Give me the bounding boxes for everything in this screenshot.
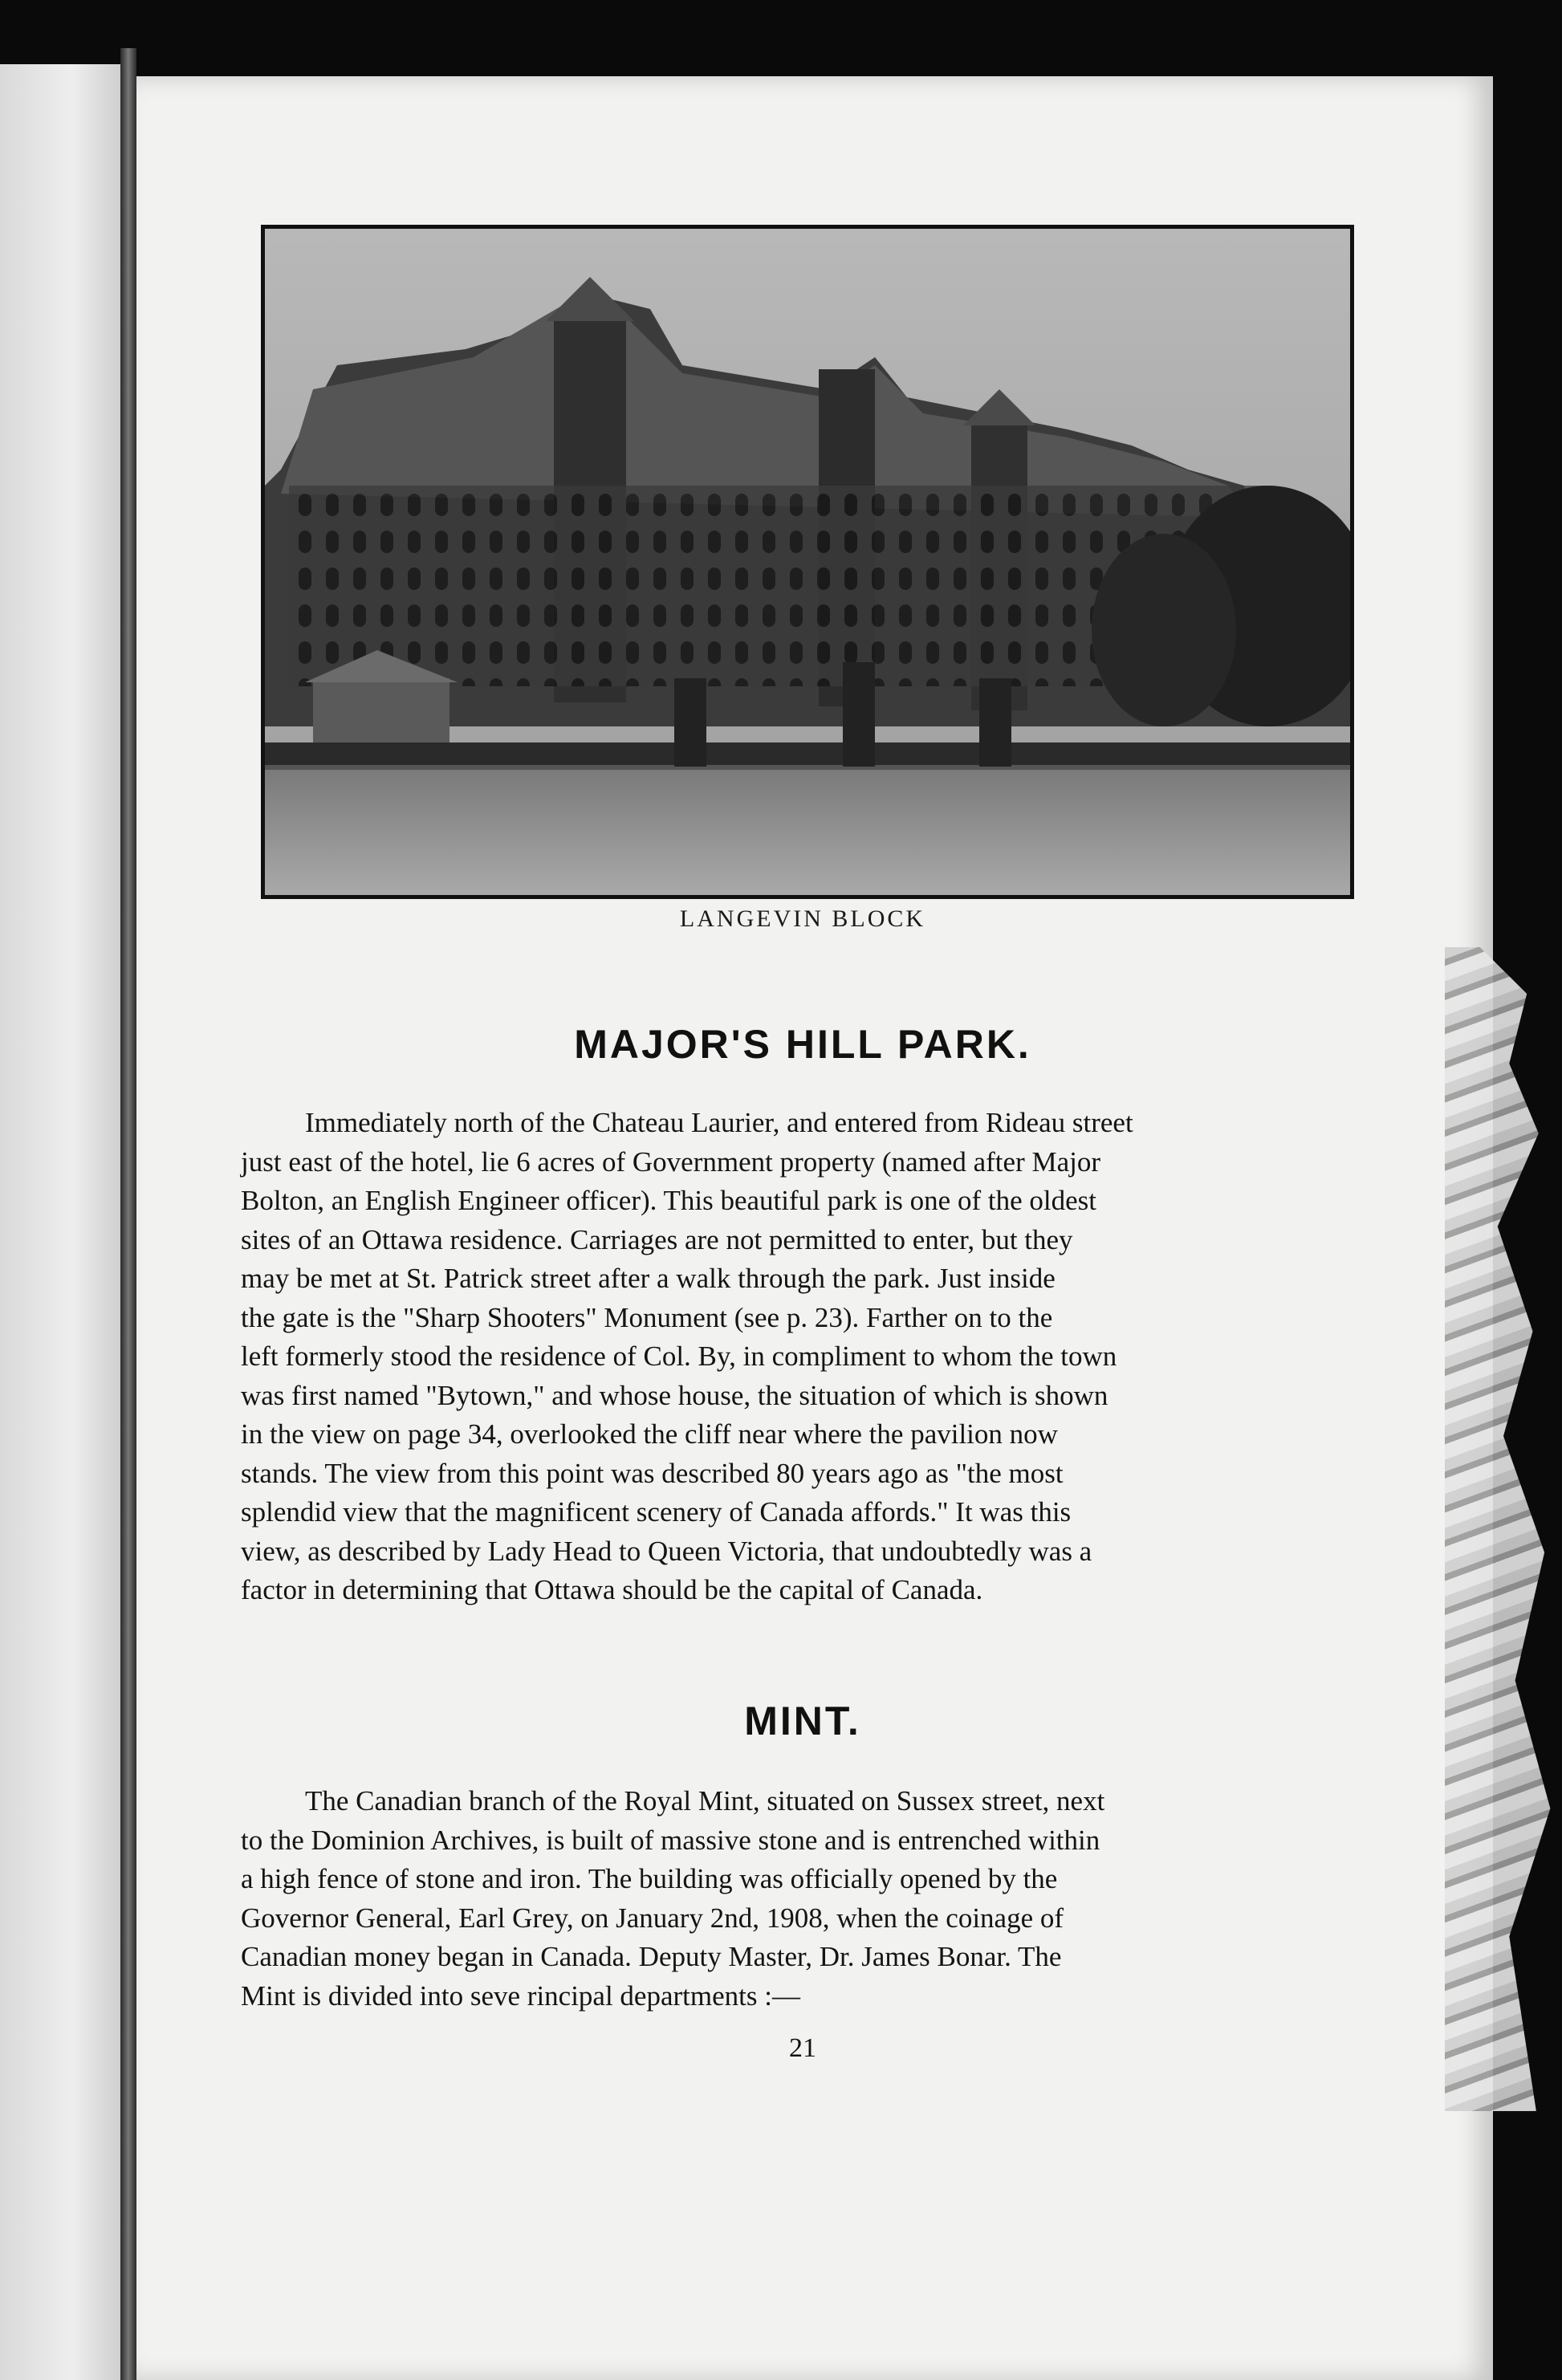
paragraph-line: factor in determining that Ottawa should be the capital of Canada.	[241, 1574, 983, 1605]
paragraph-line: may be met at St. Patrick street after a walk through the park. Just inside	[241, 1263, 1056, 1294]
paragraph-line: splendid view that the magnificent scenery of Canada affords." It was this	[241, 1496, 1072, 1528]
paragraph-line: Bolton, an English Engineer officer). This beautiful park is one of the oldest	[241, 1185, 1096, 1216]
paragraph-line: Canadian money began in Canada. Deputy Master, Dr. James Bonar. The	[241, 1941, 1062, 1972]
paragraph-line: sites of an Ottawa residence. Carriages are not permitted to enter, but they	[241, 1223, 1073, 1255]
paragraph-line: The Canadian branch of the Royal Mint, situated on Sussex street, next	[305, 1785, 1105, 1817]
paragraph-line: view, as described by Lady Head to Queen Victoria, that undoubtedly was a	[241, 1535, 1092, 1567]
book-gutter	[120, 48, 136, 2380]
section-heading-mint: MINT.	[744, 1699, 861, 1743]
torn-page-edge	[1445, 947, 1562, 2111]
paragraph-line: Governor General, Earl Grey, on January 2nd, 1908, when the coinage of	[241, 1902, 1064, 1934]
paragraph-line: Immediately north of the Chateau Laurier, and entered from Rideau street	[305, 1107, 1133, 1138]
building-illustration	[265, 229, 1350, 895]
paragraph-line: just east of the hotel, lie 6 acres of Government property (named after Major	[241, 1145, 1101, 1178]
paragraph-line: the gate is the "Sharp Shooters" Monument (see p. 23). Farther on to the	[241, 1301, 1053, 1333]
paragraph-line: a high fence of stone and iron. The building was officially opened by the	[241, 1863, 1058, 1894]
facing-page-edge	[0, 64, 120, 2380]
paragraph-line: in the view on page 34, overlooked the cliff near where the pavilion now	[241, 1418, 1058, 1450]
paragraph-line: stands. The view from this point was described 80 years ago as "the most	[241, 1457, 1064, 1489]
mint-paragraph	[241, 1782, 1326, 2016]
paragraph-line: to the Dominion Archives, is built of massive stone and is entrenched within	[241, 1824, 1100, 1856]
langevin-block-photo	[261, 225, 1354, 899]
paragraph-line: Mint is divided into seve rincipal departments :—	[241, 1979, 800, 2012]
majors-hill-park-paragraph	[241, 1104, 1326, 1610]
paragraph-line: was first named "Bytown," and whose house, the situation of which is shown	[241, 1379, 1108, 1411]
page-number: 21	[789, 2033, 816, 2063]
section-heading-majors-hill-park: MAJOR'S HILL PARK.	[574, 1022, 1031, 1067]
paragraph-line: left formerly stood the residence of Col. By, in compliment to whom the town	[241, 1341, 1117, 1372]
photo-caption: LANGEVIN BLOCK	[679, 905, 926, 932]
